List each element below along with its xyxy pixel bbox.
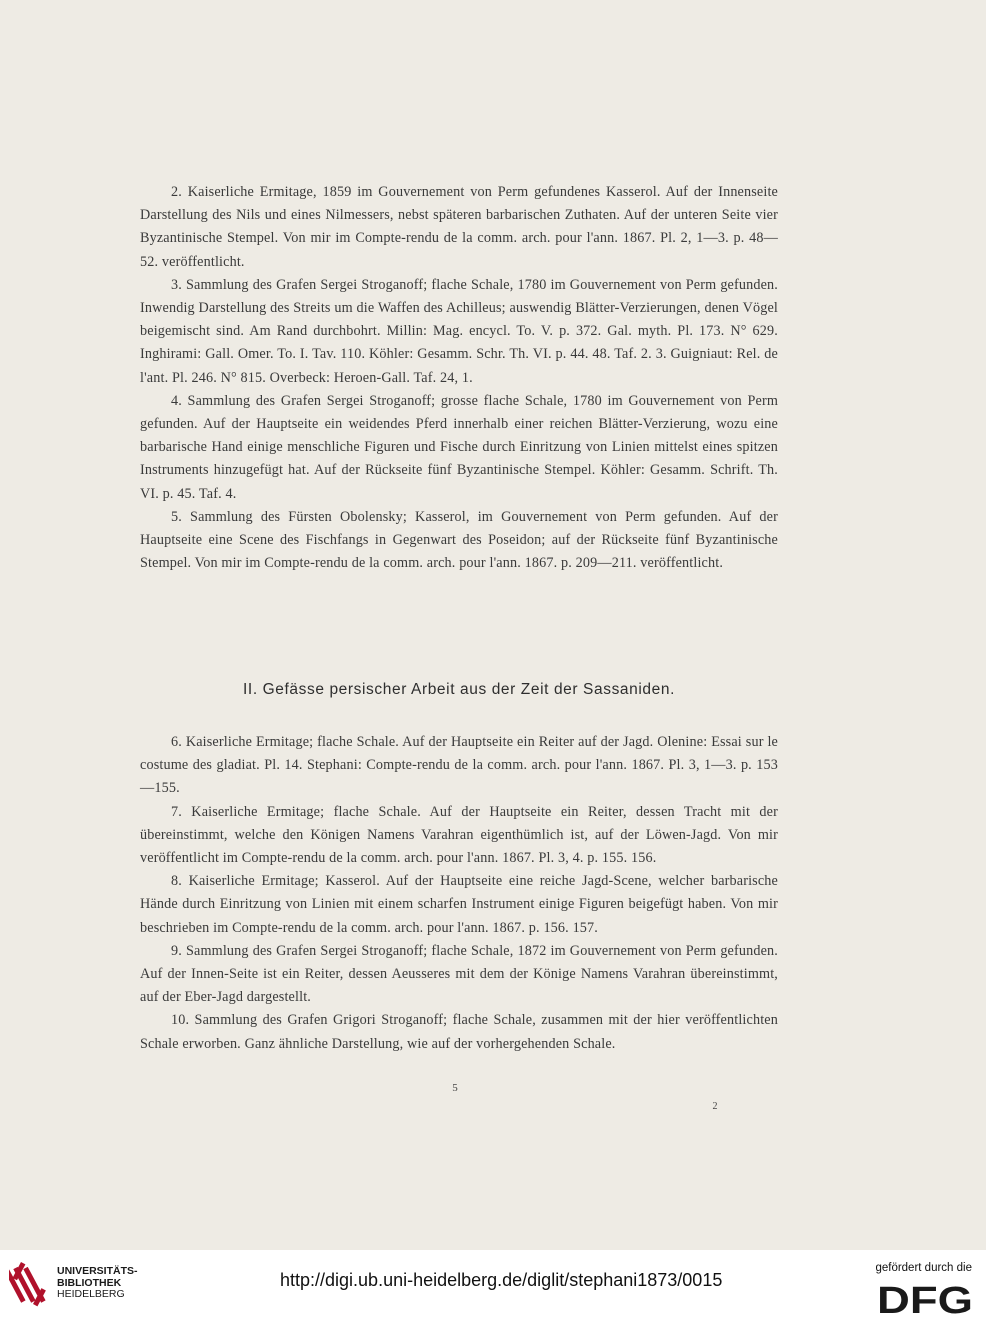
catalog-entry-8: 8. Kaiserliche Ermitage; Kasserol. Auf der Hauptseite eine reiche Jagd-Scene, welcher barbarische Hände durch Einritzung von Linien mit einem scharfen Instrument einige Figuren beigefügt haben. Von mir beschrieben im Compte-rendu de la comm. arch. pour l'ann. 1867. p. 156. 157. (140, 873, 778, 936)
catalog-entry-9: 9. Sammlung des Grafen Sergei Stroganoff; flache Schale, 1872 im Gouvernement von Perm gefunden. Auf der Innen-Seite ist ein Reiter, dessen Aeusseres mit dem der Könige Namens Varahran übereinstimmt, auf der Eber-Jagd dargestellt. (140, 942, 778, 1006)
page-number: 5 (452, 1082, 458, 1094)
catalog-entries-bottom (140, 731, 778, 1056)
dfg-logo-text: DFG (877, 1282, 973, 1316)
permalink-url[interactable]: http://digi.ub.uni-heidelberg.de/diglit/stephani1873/0015 (280, 1270, 723, 1290)
dfg-logo-icon (876, 1282, 974, 1316)
library-name-line3: HEIDELBERG (57, 1288, 125, 1300)
catalog-entry-6: 6. Kaiserliche Ermitage; flache Schale. Auf der Hauptseite ein Reiter auf der Jagd. Olenine: Essai sur le costume des gladiat. Pl. 14. Stephani: Compte-rendu de la comm. arch. pour l'ann. 1867. Pl. 3, 1—3. p. 153—155. (140, 734, 778, 797)
catalog-entry-3: 3. Sammlung des Grafen Sergei Stroganoff; flache Schale, 1780 im Gouvernement von Perm gefunden. Inwendig Darstellung des Streits um die Waffen des Achilleus; auswendig Blätter-Verzierungen, denen Vögel beigemischt sind. Am Rand durchbohrt. Millin: Mag. encycl. To. V. p. 372. Gal. myth. Pl. 173. N° 629. Inghirami: Gall. Omer. To. I. Tav. 110. Köhler: Gesamm. Schr. Th. VI. p. 44. 48. Taf. 2. 3. Guigniaut: Rel. de l'ant. Pl. 246. N° 815. Overbeck: Heroen-Gall. Taf. 24, 1. (140, 276, 778, 386)
catalog-entry-7: 7. Kaiserliche Ermitage; flache Schale. Auf der Hauptseite ein Reiter, dessen Tracht mit der übereinstimmt, welche den Königen Namens Varahran eigenthümlich ist, auf der Löwen-Jagd. Von mir veröffentlicht im Compte-rendu de la comm. arch. pour l'ann. 1867. Pl. 3, 4. p. 155. 156. (140, 803, 778, 867)
section-heading: II. Gefässe persischer Arbeit aus der Zeit der Sassaniden. (243, 681, 675, 698)
catalog-entry-10: 10. Sammlung des Grafen Grigori Stroganoff; flache Schale, zusammen mit der hier veröffentlichten Schale erworben. Ganz ähnliche Darstellung, wie auf der vorhergehenden Schale. (140, 1012, 778, 1052)
library-name (57, 1266, 138, 1301)
library-name-line1: UNIVERSITÄTS- (57, 1265, 138, 1277)
library-name-line2: BIBLIOTHEK (57, 1276, 122, 1289)
catalog-entries-top (140, 181, 778, 575)
heidelberg-university-library-icon (9, 1260, 51, 1310)
catalog-entry-4: 4. Sammlung des Grafen Sergei Stroganoff; grosse flache Schale, 1780 im Gouvernement von Perm gefunden. Auf der Hauptseite ein weidendes Pferd innerhalb einer reichen Blätter-Verzierung, wozu eine barbarische Hand einige menschliche Figuren und Fische durch Einritzung von Linien mittelst eines spitzen Instruments hinzugefügt hat. Auf der Rückseite fünf Byzantinische Stempel. Köhler: Gesamm. Schrift. Th. VI. p. 45. Taf. 4. (140, 392, 778, 502)
signature-mark: 2 (712, 1101, 718, 1112)
sponsor-caption: gefördert durch die (875, 1262, 972, 1274)
catalog-entry-5: 5. Sammlung des Fürsten Obolensky; Kasserol, im Gouvernement von Perm gefunden. Auf der Hauptseite eine Scene des Fischfangs in Gegenwart des Poseidon; auf der Rückseite fünf Byzantinische Stempel. Von mir im Compte-rendu de la comm. arch. pour l'ann. 1867. p. 209—211. veröffentlicht. (140, 508, 778, 572)
catalog-entry-2: 2. Kaiserliche Ermitage, 1859 im Gouvernement von Perm gefundenes Kasserol. Auf der Innenseite Darstellung des Nils und eines Nilmessers, nebst späteren barbarischen Zuthaten. Auf der unteren Seite vier Byzantinische Stempel. Von mir im Compte-rendu de la comm. arch. pour l'ann. 1867. Pl. 2, 1—3. p. 48—52. veröffentlicht. (140, 184, 778, 270)
